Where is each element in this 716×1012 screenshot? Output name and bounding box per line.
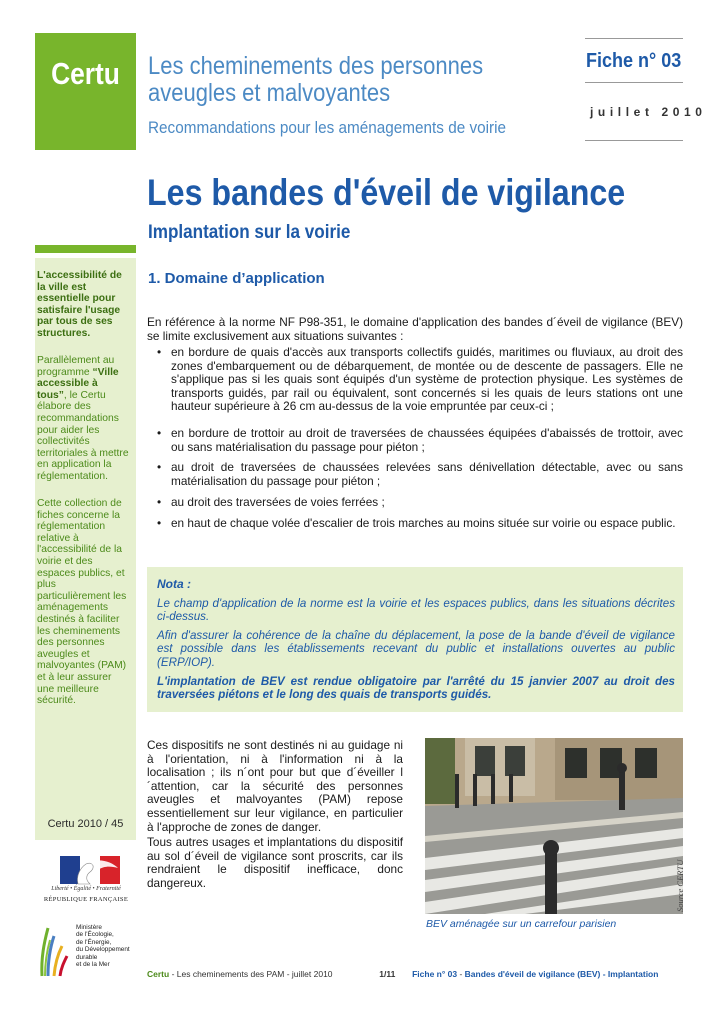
publication-date: juillet 2010 [590, 105, 707, 119]
street-photo [425, 738, 683, 914]
header-rule [585, 38, 683, 39]
series-title: Les cheminements des personnes aveugles et malvoyantes [148, 52, 484, 107]
republic-name: RÉPUBLIQUE FRANÇAISE [43, 896, 129, 903]
footer-fiche: Fiche n° 03 [412, 969, 458, 979]
header-rule [585, 140, 683, 141]
sidebar-intro: L'accessibilité de la ville est essentielle pour satisfaire l'usage par tous de ses structures. [37, 270, 122, 339]
certu-logo: Certu [51, 56, 120, 91]
intro-paragraph: En référence à la norme NF P98-351, le domaine d'application des bandes d´éveil de vigilance (BEV) se limite exclusivement aux situations suivantes : [147, 315, 683, 343]
header-rule [585, 82, 683, 83]
nota-title: Nota : [157, 577, 191, 591]
nota-paragraph-bold: L'implantation de BEV est rendue obligatoire par l'arrêté du 15 janvier 2007 au droit des traversées piétons et le long des quais de transports guidés. [157, 675, 675, 702]
list-item: • en bordure de quais d'accès aux transports collectifs guidés, maritimes ou fluviaux, au droit des zones d'embarquement ou de débarquement, de montée ou de descente de passagers. Elle ne s'applique pas si les quais sont équipés d'un système de protection physique. Les systèmes de transports guidés, par rail ou équivalent, sont concernés si les quais de leurs stations ont une hauteur supérieure à 26 cm au-dessus de la voie empruntée par ceux-ci ; [157, 345, 683, 414]
footer-org: Certu [147, 969, 170, 979]
ministry-name: Ministère de l'Écologie, de l'Énergie, du Développement durable et de la Mer [76, 924, 130, 969]
photo-source: Source CERTU [675, 859, 685, 912]
section-title: 1. Domaine d’application [148, 270, 325, 287]
ministry-lines-icon [38, 918, 70, 978]
sidebar-paragraph-program: Parallèlement au programme “Ville accessible à tous”, le Certu élabore des recommandations pour aider les collectivités territoriales à mettre en application la réglementation. [37, 355, 129, 482]
series-subtitle: Recommandations pour les aménagements de voirie [148, 118, 507, 137]
sidebar-paragraph-collection: Cette collection de fiches concerne la réglementation relative à l'accessibilité de la voirie et des espaces publics, et plus particulièrement les aménagements destinés à faciliter les cheminements des personnes aveugles et malvoyantes (PAM) et à leur assurer une meilleure sécurité. [37, 498, 127, 707]
list-item: • au droit des traversées de voies ferrées ; [157, 495, 385, 509]
sidebar-divider [35, 245, 136, 253]
document-reference: Certu 2010 / 45 [47, 818, 124, 830]
body-paragraph: Ces dispositifs ne sont destinés ni au guidage ni à l'orientation, ni à l'information ni à la localisation ; ils n´ont pour but que d´éveiller l´attention, car la sécurité des personnes aveugles et malvoyantes (PAM) repose essentiellement sur leur vigilance, en particulier à l'approche de zones de danger. [147, 738, 403, 834]
list-item: • au droit de traversées de chaussées relevées sans dénivellation détectable, avec ou sans matérialisation du passage pour piéton ; [157, 460, 683, 488]
page-title: Les bandes d'éveil de vigilance [147, 172, 626, 213]
footer-date: juillet 2010 [291, 969, 333, 979]
republic-motto: Liberté • Égalité • Fraternité [51, 886, 121, 892]
nota-paragraph: Afin d'assurer la cohérence de la chaîne du déplacement, la pose de la bande d'éveil de vigilance est possible dans les établissements recevant du public et installations ouvertes au public (ERP/IOP). [157, 629, 675, 669]
footer-series: Les cheminements des PAM [176, 969, 285, 979]
page-footer: Certu - Les cheminements des PAM - juillet 2010 1/11 Fiche n° 03 - Bandes d'éveil de vigilance (BEV) - Implantation [147, 969, 659, 979]
body-paragraph: Tous autres usages et implantations du dispositif au sol d´éveil de vigilance sont proscrits, car ils rendraient le dispositif inefficace, donc dangereux. [147, 835, 403, 890]
footer-doc-title: Bandes d'éveil de vigilance (BEV) - Implantation [464, 969, 659, 979]
page-number: 1/11 [379, 969, 396, 979]
list-item: • en haut de chaque volée d'escalier de trois marches au moins située sur voirie ou espace public. [157, 516, 676, 530]
list-item: • en bordure de trottoir au droit de traversées de chaussées équipées d'abaissés de trottoir, avec ou sans matérialisation du passage pour piéton ; [157, 426, 683, 454]
photo-caption: BEV aménagée sur un carrefour parisien [426, 918, 617, 930]
fiche-number: Fiche n° 03 [586, 50, 682, 72]
nota-paragraph: Le champ d'application de la norme est la voirie et les espaces publics, dans les situations décrites ci-dessus. [157, 597, 675, 624]
marianne-flag-icon [60, 854, 120, 886]
page-subtitle: Implantation sur la voirie [148, 222, 351, 243]
